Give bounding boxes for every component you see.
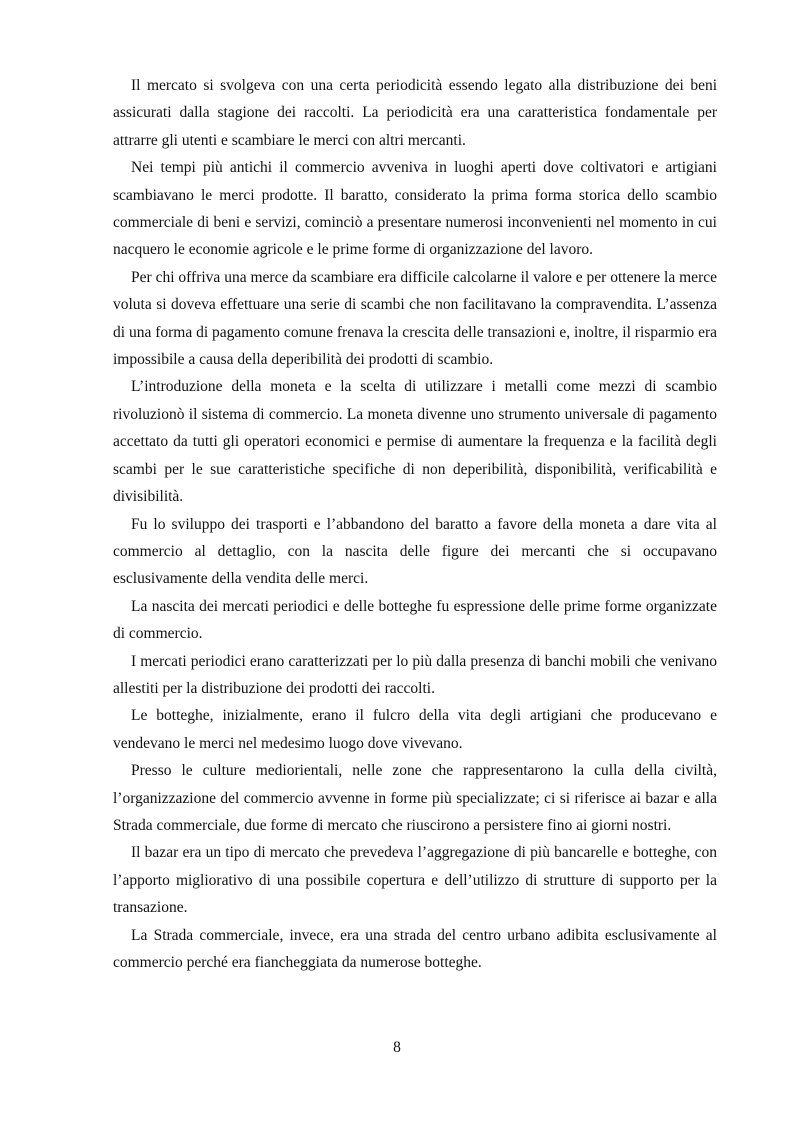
- paragraph: La nascita dei mercati periodici e delle botteghe fu espressione delle prime forme organizzate di commercio.: [113, 597, 717, 643]
- paragraph: Nei tempi più antichi il commercio avveniva in luoghi aperti dove coltivatori e artigiani scambiavano le merci prodotte. Il baratto, considerato la prima forma storica dello scambio commerciale di beni e servizi, cominciò a presentare numerosi inconvenienti nel momento in cui nacquero le economie agricole e le prime forme di organizzazione del lavoro.: [113, 159, 717, 259]
- paragraph: Le botteghe, inizialmente, erano il fulcro della vita degli artigiani che producevano e vendevano le merci nel medesimo luogo dove vivevano.: [113, 707, 717, 752]
- paragraph: Per chi offriva una merce da scambiare era difficile calcolarne il valore e per ottenere la merce voluta si doveva effettuare una serie di scambi che non facilitavano la compravendita. L’assenza di una forma di pagamento comune frenava la crescita delle transazioni e, inoltre, il risparmio era impossibile a causa della deperibilità dei prodotti di scambio.: [113, 268, 717, 369]
- paragraph: L’introduzione della moneta e la scelta di utilizzare i metalli come mezzi di scambio rivoluzionò il sistema di commercio. La moneta divenne uno strumento universale di pagamento accettato da tutti gli operatori economici e permise di aumentare la frequenza e la facilità degli scambi per le sue caratteristiche specifiche di non deperibilità, disponibilità, verificabilità e divisibilità.: [113, 378, 717, 506]
- paragraph: La Strada commerciale, invece, era una strada del centro urbano adibita esclusivamente al commercio perché era fiancheggiata da numerose botteghe.: [113, 926, 717, 971]
- paragraph: Il mercato si svolgeva con una certa periodicità essendo legato alla distribuzione dei beni assicurati dalla stagione dei raccolti. La periodicità era una caratteristica fondamentale per attrarre gli utenti e scambiare le merci con altri mercanti.: [113, 77, 717, 149]
- paragraph: Presso le culture mediorientali, nelle zone che rappresentarono la culla della civiltà, l’organizzazione del commercio avvenne in forme più specializzate; ci si riferisce ai bazar e alla Strada commerciale, due forme di mercato che riuscirono a persistere fino ai giorni nostri.: [113, 762, 717, 834]
- paragraph: I mercati periodici erano caratterizzati per lo più dalla presenza di banchi mobili che venivano allestiti per la distribuzione dei prodotti dei raccolti.: [113, 652, 717, 697]
- body-text: [113, 72, 717, 976]
- paragraph: Il bazar era un tipo di mercato che prevedeva l’aggregazione di più bancarelle e botteghe, con l’apporto migliorativo di una possibile copertura e dell’utilizzo di strutture di supporto per la transazione.: [113, 844, 717, 917]
- page-number: 8: [393, 1039, 401, 1056]
- paragraph: Fu lo sviluppo dei trasporti e l’abbandono del baratto a favore della moneta a dare vita al commercio al dettaglio, con la nascita delle figure dei mercanti che si occupavano esclusivamente della vendita delle merci.: [113, 515, 717, 588]
